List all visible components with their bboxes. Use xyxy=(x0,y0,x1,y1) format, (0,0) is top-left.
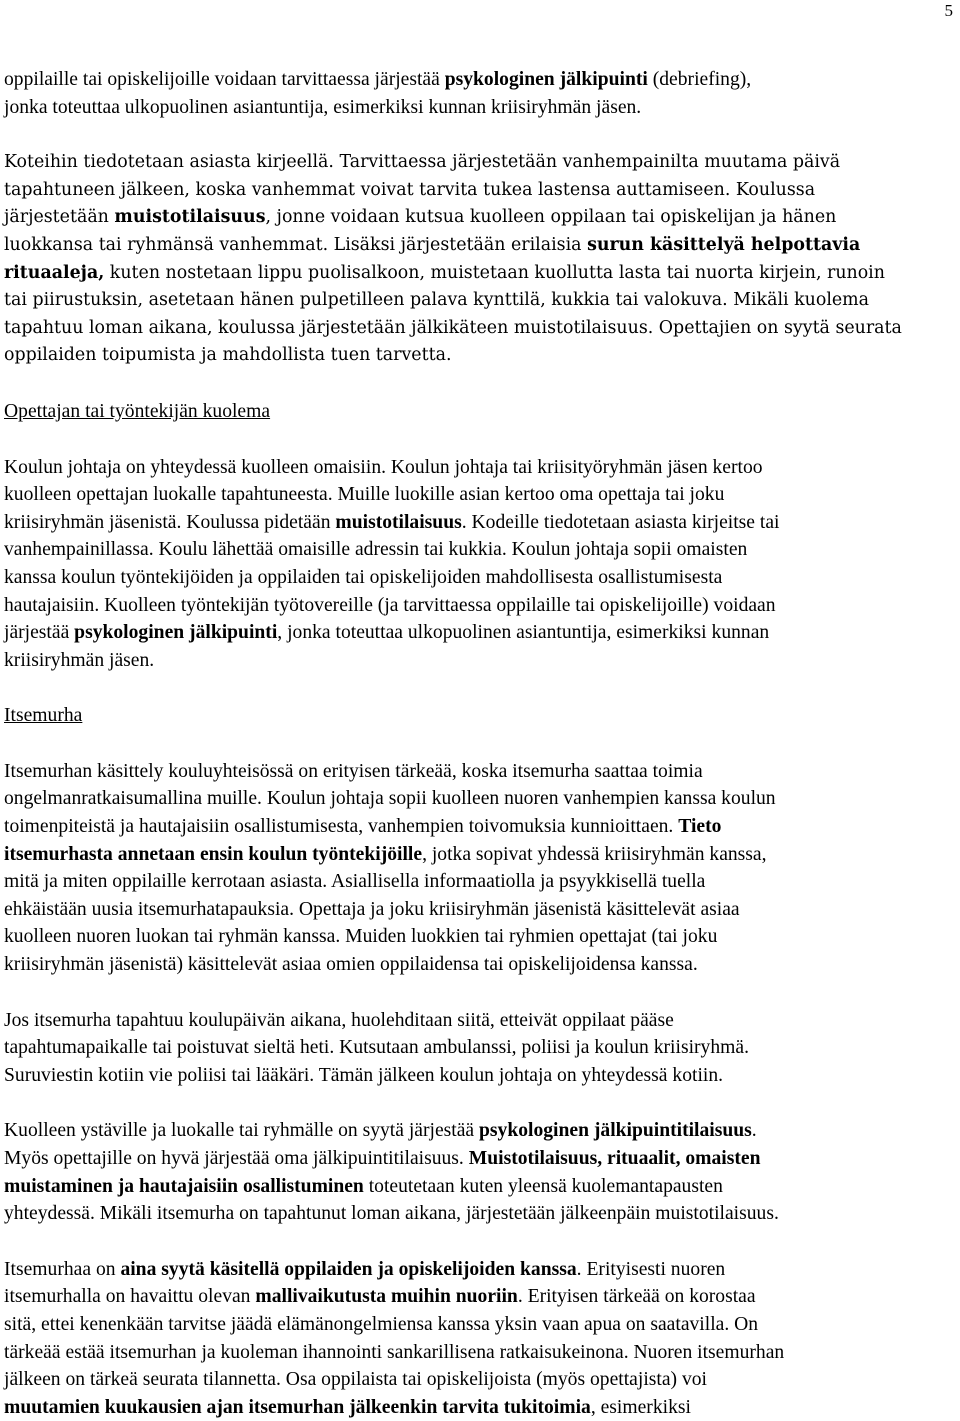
paragraph-home-notification xyxy=(4,149,956,370)
text-line xyxy=(4,1283,956,1311)
text-line: jonka toteuttaa ulkopuolinen asiantuntija, esimerkiksi kunnan kriisiryhmän jäsen. xyxy=(4,96,642,118)
text-run: toimenpiteistä ja hautajaisiin osallistumisesta, vanhempien toivomuksia kunnioittaen. xyxy=(4,816,679,838)
paragraph-teacher-death xyxy=(4,454,956,675)
bold-text: mallivaikutusta muihin nuoriin xyxy=(255,1286,518,1308)
text-line xyxy=(4,509,956,537)
section-heading-teacher-death: Opettajan tai työntekijän kuolema xyxy=(4,400,271,422)
text-run: , jotka sopivat yhdessä kriisiryhmän kanssa, xyxy=(422,843,767,865)
text-run: . Kodeille tiedotetaan asiasta kirjeitse tai xyxy=(461,511,780,533)
text-line: kriisiryhmän jäsenistä) käsittelevät asiaa omien oppilaidensa tai opiskelijoidensa kanssa. xyxy=(4,954,698,976)
text-line: mitä ja miten oppilaille kerrotaan asiasta. Asiallisella informaatiolla ja psyykkisellä tuella xyxy=(4,871,706,893)
section-heading-suicide: Itsemurha xyxy=(4,705,83,727)
text-run: Myös opettajille on hyvä järjestää oma jälkipuintitilaisuus. xyxy=(4,1148,469,1169)
text-run: toteutetaan kuten yleensä kuolemantapausten xyxy=(363,1175,723,1197)
bold-text: Muistotilaisuus, rituaalit, omaisten xyxy=(468,1148,761,1169)
text-line xyxy=(4,1145,956,1173)
bold-text: psykologinen jälkipuintitilaisuus xyxy=(479,1120,752,1142)
text-run: kuten nostetaan lippu puolisalkoon, muistetaan kuollutta lasta tai nuorta kirjein, runoin xyxy=(104,262,885,283)
text-line: sitä, ettei kenenkään tarvitse jäädä elämänongelmiensa kanssa yksin vaan apua on saatavilla. On xyxy=(4,1313,759,1335)
text-line: jälkeen on tärkeä seurata tilannetta. Osa oppilaista tai opiskelijoista (myös opettajista) voi xyxy=(4,1369,707,1391)
text-line xyxy=(4,1173,956,1201)
text-line xyxy=(4,1256,956,1284)
text-run: , esimerkiksi xyxy=(590,1396,691,1418)
text-run: . xyxy=(751,1120,757,1142)
paragraph-school-day-suicide xyxy=(4,1007,956,1090)
text-line: tapahtumapaikalle tai poistuvat sieltä heti. Kutsutaan ambulanssi, poliisi ja koulun kriisiryhmä. xyxy=(4,1037,749,1059)
bold-text: aina syytä käsitellä oppilaiden ja opiskelijoiden kanssa xyxy=(120,1258,577,1280)
text-line xyxy=(4,204,956,232)
text-run: järjestetään xyxy=(4,207,115,228)
document-body xyxy=(4,66,956,1421)
text-line: kanssa koulun työntekijöiden ja oppilaiden tai opiskelijoiden mahdollisesta osallistumisesta xyxy=(4,566,723,588)
bold-text: psykologinen jälkipuinti xyxy=(74,622,278,644)
text-run: luokkansa tai ryhmänsä vanhemmat. Lisäksi järjestetään erilaisia xyxy=(4,234,588,255)
paragraph-discussion xyxy=(4,1256,956,1421)
text-run: , jonka toteuttaa ulkopuolinen asiantuntija, esimerkiksi kunnan xyxy=(277,622,770,644)
text-line: ehkäistään uusia itsemurhatapauksia. Opettaja ja joku kriisiryhmän jäsenistä käsittelevät asiaa xyxy=(4,898,740,920)
text-line: Suruviestin kotiin vie poliisi tai lääkäri. Tämän jälkeen koulun johtaja on yhteydessä kotiin. xyxy=(4,1064,724,1086)
text-run: (debriefing), xyxy=(647,69,752,90)
text-line xyxy=(4,232,956,260)
text-line: Koteihin tiedotetaan asiasta kirjeellä. Tarvittaessa järjestetään vanhempainilta muutama päivä xyxy=(4,152,841,173)
text-line: ongelmanratkaisumallina muille. Koulun johtaja sopii kuolleen nuoren vanhempien kanssa koulun xyxy=(4,788,776,810)
text-line: kuolleen opettajan luokalle tapahtuneesta. Muille luokille asian kertoo oma opettaja tai joku xyxy=(4,484,725,506)
text-run: Itsemurhaa on xyxy=(4,1258,121,1280)
text-line: tärkeää estää itsemurhan ja kuoleman ihannointi sankarillisena ratkaisukeinona. Nuoren itsemurhan xyxy=(4,1341,785,1363)
text-line: Koulun johtaja on yhteydessä kuolleen omaisiin. Koulun johtaja tai kriisityöryhmän jäsen kertoo xyxy=(4,456,763,478)
text-run: . Erityisesti nuoren xyxy=(576,1258,726,1280)
text-line: yhteydessä. Mikäli itsemurha on tapahtunut loman aikana, järjestetään jälkeenpäin muistotilaisuus. xyxy=(4,1203,779,1225)
text-run: kriisiryhmän jäsenistä. Koulussa pidetään xyxy=(4,511,336,533)
text-line xyxy=(4,619,956,647)
text-line: kuolleen nuoren luokan tai ryhmän kanssa. Muiden luokkien tai ryhmien opettajat (tai joku xyxy=(4,926,718,948)
paragraph-debriefing xyxy=(4,66,956,121)
text-run: Kuolleen ystäville ja luokalle tai ryhmälle on syytä järjestää xyxy=(4,1120,479,1142)
text-run: oppilaille tai opiskelijoille voidaan tarvittaessa järjestää xyxy=(4,69,445,90)
text-line: tapahtuneen jälkeen, koska vanhemmat voivat tarvita tukea lastensa auttamiseen. Koulussa xyxy=(4,179,816,200)
page-number: 5 xyxy=(944,1,953,20)
bold-text: muistotilaisuus xyxy=(335,511,462,533)
text-line xyxy=(4,841,956,869)
text-line: vanhempainillassa. Koulu lähettää omaisille adressin tai kukkia. Koulun johtaja sopii omaisten xyxy=(4,539,748,561)
text-line xyxy=(4,1117,956,1145)
text-run: , jonne voidaan kutsua kuolleen oppilaan tai opiskelijan ja hänen xyxy=(265,207,837,228)
text-line: tapahtuu loman aikana, koulussa järjestetään jälkikäteen muistotilaisuus. Opettajien on syytä seurata xyxy=(4,317,902,338)
paragraph-debriefing-session xyxy=(4,1117,956,1227)
text-line: Itsemurhan käsittely kouluyhteisössä on erityisen tärkeää, koska itsemurha saattaa toimia xyxy=(4,760,703,782)
text-line: oppilaiden toipumista ja mahdollista tuen tarvetta. xyxy=(4,345,452,366)
text-run: . Erityisen tärkeää on korostaa xyxy=(517,1286,756,1308)
text-line: Jos itsemurha tapahtuu koulupäivän aikana, huolehditaan siitä, etteivät oppilaat pääse xyxy=(4,1009,674,1031)
text-line xyxy=(4,260,956,288)
text-line: tai piirustuksin, asetetaan hänen pulpetilleen palava kynttilä, kukkia tai valokuva. Mikäli kuolema xyxy=(4,290,870,311)
text-line xyxy=(4,1394,956,1421)
bold-text: rituaaleja, xyxy=(4,262,105,283)
text-line xyxy=(4,66,956,94)
bold-text: muutamien kuukausien ajan itsemurhan jälkeenkin tarvita tukitoimia xyxy=(4,1396,591,1418)
text-run: itsemurhalla on havaittu olevan xyxy=(4,1286,256,1308)
text-run: järjestää xyxy=(4,622,75,644)
text-line: kriisiryhmän jäsen. xyxy=(4,649,155,671)
bold-text: muistotilaisuus xyxy=(114,207,266,228)
bold-text: psykologinen jälkipuinti xyxy=(444,69,648,90)
text-line xyxy=(4,813,956,841)
text-line: hautajaisiin. Kuolleen työntekijän työtovereille (ja tarvittaessa oppilaille tai opiskelijoille) voidaan xyxy=(4,594,776,616)
bold-text: muistaminen ja hautajaisiin osallistuminen xyxy=(4,1175,364,1197)
bold-text: surun käsittelyä helpottavia xyxy=(587,234,861,255)
paragraph-suicide-handling xyxy=(4,758,956,979)
bold-text: Tieto xyxy=(678,816,722,838)
bold-text: itsemurhasta annetaan ensin koulun työntekijöille xyxy=(4,843,423,865)
